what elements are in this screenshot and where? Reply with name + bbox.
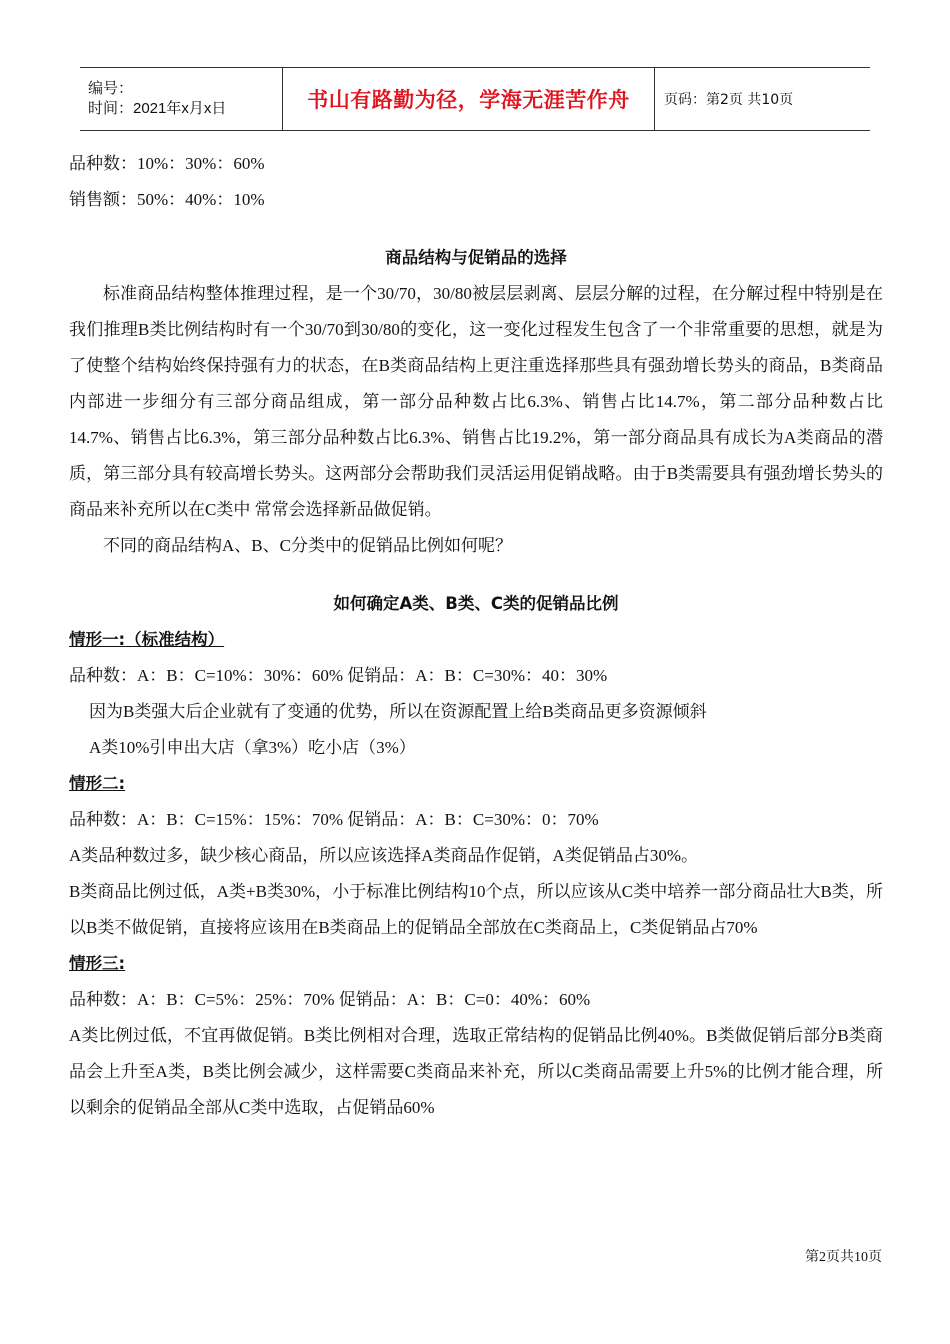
case1-ratio-line: 品种数：A：B：C=10%：30%：60% 促销品：A：B：C=30%：40：30% xyxy=(69,666,608,685)
case1-note: A类10%引申出大店（拿3%）吃小店（3%） xyxy=(89,738,416,757)
header-meta xyxy=(80,68,282,130)
case3-ratio-line: 品种数：A：B：C=5%：25%：70% 促销品：A：B：C=0：40%：60% xyxy=(69,990,591,1009)
case2-explanation-a: A类品种数过多，缺少核心商品，所以应该选择A类商品作促销，A类促销品占30%。 xyxy=(69,846,698,865)
case2-ratio-line: 品种数：A：B：C=15%：15%：70% 促销品：A：B：C=30%：0：70% xyxy=(69,810,599,829)
header-motto: 书山有路勤为径，学海无涯苦作舟 xyxy=(282,68,655,130)
case1-explanation: 因为B类强大后企业就有了变通的优势，所以在资源配置上给B类商品更多资源倾斜 xyxy=(89,702,707,721)
section-structure-paragraph: 标准商品结构整体推理过程，是一个30/70，30/80被层层剥离、层层分解的过程，在分解过程中特别是在我们推理B类比例结构时有一个30/70到30/80的变化，这一变化过程发生包含了一个非常重要的思想，就是为了使整个结构始终保持强有力的状态，在B类商品结构上更注重选择那些具有强劲增长势头的商品，B类商品内部进一步细分有三部分商品组成，第一部分品种数占比6.3%、销售占比14.7%，第二部分品种数占比14.7%、销售占比6.3%，第三部分品种数占比6.3%、销售占比19.2%，第一部分商品具有成长为A类商品的潜质，第三部分具有较高增长势头。这两部分会帮助我们灵活运用促销战略。由于B类需要具有强劲增长势头的商品来补充所以在C类中 常常会选择新品做促销。 xyxy=(69,284,883,519)
document-number-label: 编号： xyxy=(88,80,134,97)
case1-title: 情形一: xyxy=(69,630,126,649)
intro-variety-ratio: 品种数：10%：30%：60% xyxy=(69,154,265,173)
case2-heading: 情形二: xyxy=(69,774,126,793)
case2-explanation-b: B类商品比例过低，A类+B类30%，小于标准比例结构10个点，所以应该从C类中培养一部分商品壮大B类，所以B类不做促销，直接将应该用在B类商品上的促销品全部放在C类商品上，C类促销品占70% xyxy=(69,882,883,937)
document-header xyxy=(80,67,870,131)
case3-heading: 情形三: xyxy=(69,954,126,973)
section-title-structure: 商品结构与促销品的选择 xyxy=(385,248,567,267)
section-title-promo-ratio: 如何确定A类、B类、C类的促销品比例 xyxy=(333,594,619,613)
document-body xyxy=(69,146,883,1126)
section-structure-question: 不同的商品结构A、B、C分类中的促销品比例如何呢？ xyxy=(103,536,512,555)
header-page-indicator: 页码：第2页 共10页 xyxy=(664,92,794,108)
case3-explanation: A类比例过低，不宜再做促销。B类比例相对合理，选取正常结构的促销品比例40%。B类做促销后部分B类商品会上升至A类，B类比例会减少，这样需要C类商品来补充，所以C类商品需要上升5%的比例才能合理，所以剩余的促销品全部从C类中选取，占促销品60% xyxy=(69,1026,883,1117)
page-footer: 第2页共10页 xyxy=(805,1250,882,1265)
case1-subtitle: （标准结构） xyxy=(125,630,225,649)
case1-heading xyxy=(69,622,883,658)
intro-sales-ratio: 销售额：50%：40%：10% xyxy=(69,190,265,209)
document-date-label: 时间：2021年x月x日 xyxy=(88,100,227,117)
